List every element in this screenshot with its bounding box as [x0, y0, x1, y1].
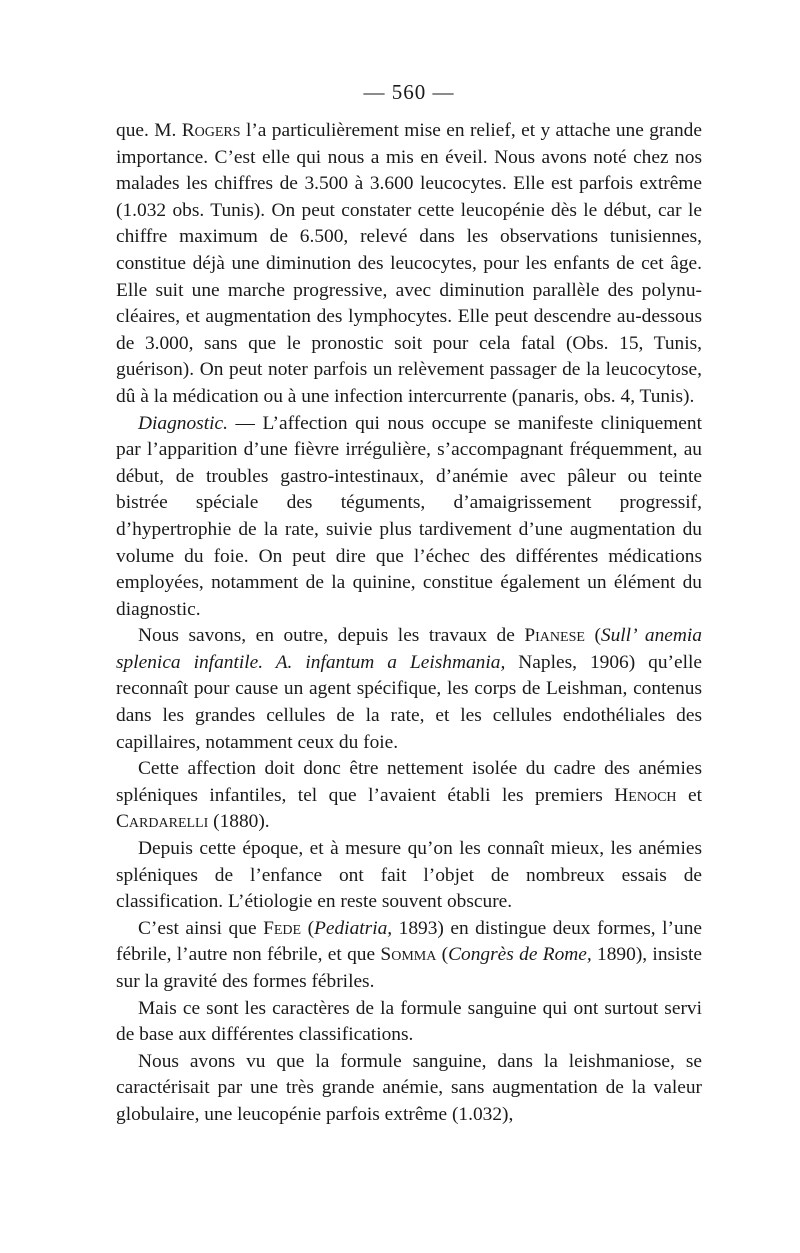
- text-run: Depuis cette époque, et à mesure qu’on les connaît mieux, les anémies spléniques de l’enfance ont fait l’objet de nombreux essais de classification. L’étiologie en reste souvent obscure.: [116, 838, 702, 913]
- text-run: (: [301, 917, 315, 939]
- text-run: C’est ainsi que: [138, 917, 264, 939]
- paragraph-leishmania-cause: [116, 623, 702, 756]
- paragraph-leishmaniasis-blood: [116, 1049, 702, 1129]
- text-run: (: [436, 944, 449, 966]
- text-run: (: [584, 625, 601, 647]
- text-run: Naples, 1906) qu’elle reconnaît pour cause un agent spécifique, les corps de Leishman, contenus dans les grandes cellules de la rate, et les cellules endothéliales des capillaires, notamment ceux du foie.: [116, 651, 702, 753]
- text-run: et: [676, 784, 702, 806]
- author-name: Cardarelli: [116, 811, 209, 833]
- italic-text: Sull’ anemia splenica infantile. A. infantum a Leishmania,: [116, 625, 702, 673]
- text-run: l’a particulièrement mise en relief, et y attache une grande importance. C’est elle qui nous a mis en éveil. Nous avons noté chez nos malades les chiffres de 3.500 à 3.600 leucocytes. Elle est parfois extrême (1.032 obs. Tunis). On peut constater cette leucopénie dès le début, car le chiffre maximum de 6.500, relevé dans les observations tunisiennes, constitue déjà une diminution des leucocytes, pour les enfants de cet âge. Elle suit une marche progressive, avec diminution parallèle des polynucléaires, et augmentation des lymphocytes. Elle peut descendre au-dessous de 3.000, sans que le pronostic soit pour cela fatal (Obs. 15, Tunis, guérison). On peut noter parfois un relèvement passager de la leucocytose, dû à la médication ou à une infection intercurrente (panaris, obs. 4, Tunis).: [116, 120, 702, 407]
- author-name: Henoch: [614, 784, 677, 806]
- text-run: que. M.: [116, 120, 182, 141]
- paragraph-fede-somma: [116, 916, 702, 996]
- text-run: — L’affection qui nous occupe se manifeste cliniquement par l’apparition d’une fièvre irrégulière, s’accompagnant fréquemment, au début, de troubles gastro-intestinaux, d’anémie avec pâleur ou teinte bistrée spéciale des téguments, d’amaigrissement progressif, d’hypertrophie de la rate, suivie plus tardivement d’une augmentation du volume du foie. On peut dire que l’échec des différentes médications employées, notamment de la quinine, constitue également un élément du diagnostic.: [116, 412, 702, 620]
- author-name: Rogers: [181, 120, 241, 141]
- italic-text: Pediatria,: [314, 917, 393, 939]
- text-run: Cette affection doit donc être nettement isolée du cadre des anémies spléniques infantiles, tel que l’avaient établi les premiers: [116, 758, 702, 806]
- text-run: Mais ce sont les caractères de la formule sanguine qui ont surtout servi de base aux différentes classifications.: [116, 997, 702, 1046]
- text-run: Nous savons, en outre, depuis les travaux de: [138, 625, 525, 647]
- paragraph-classification: [116, 836, 702, 916]
- text-run: 1893) en distingue deux formes, l’une fébrile, l’autre non fébrile, et que: [116, 917, 703, 966]
- page-number: — 560 —: [363, 80, 455, 104]
- author-name: Fede: [263, 917, 302, 939]
- body-text: [116, 118, 702, 1129]
- paragraph-blood-formula: [116, 996, 702, 1049]
- paragraph-diagnostic: [116, 411, 702, 624]
- text-run: (1880).: [208, 811, 270, 833]
- italic-text: Diagnostic.: [138, 412, 228, 434]
- text-run: 1890), insiste sur la gravité des formes fébriles.: [116, 944, 702, 992]
- author-name: Somma: [380, 944, 437, 966]
- author-name: Pianese: [524, 625, 585, 647]
- text-run: Nous avons vu que la formule sanguine, dans la leishmaniose, se caractérisait par une très grande anémie, sans augmentation de la valeur globulaire, une leucopénie parfois extrême (1.032),: [116, 1050, 702, 1125]
- italic-text: Congrès de Rome,: [448, 944, 592, 966]
- paragraph-leucopenia: [116, 118, 702, 411]
- paragraph-isolation: [116, 756, 702, 836]
